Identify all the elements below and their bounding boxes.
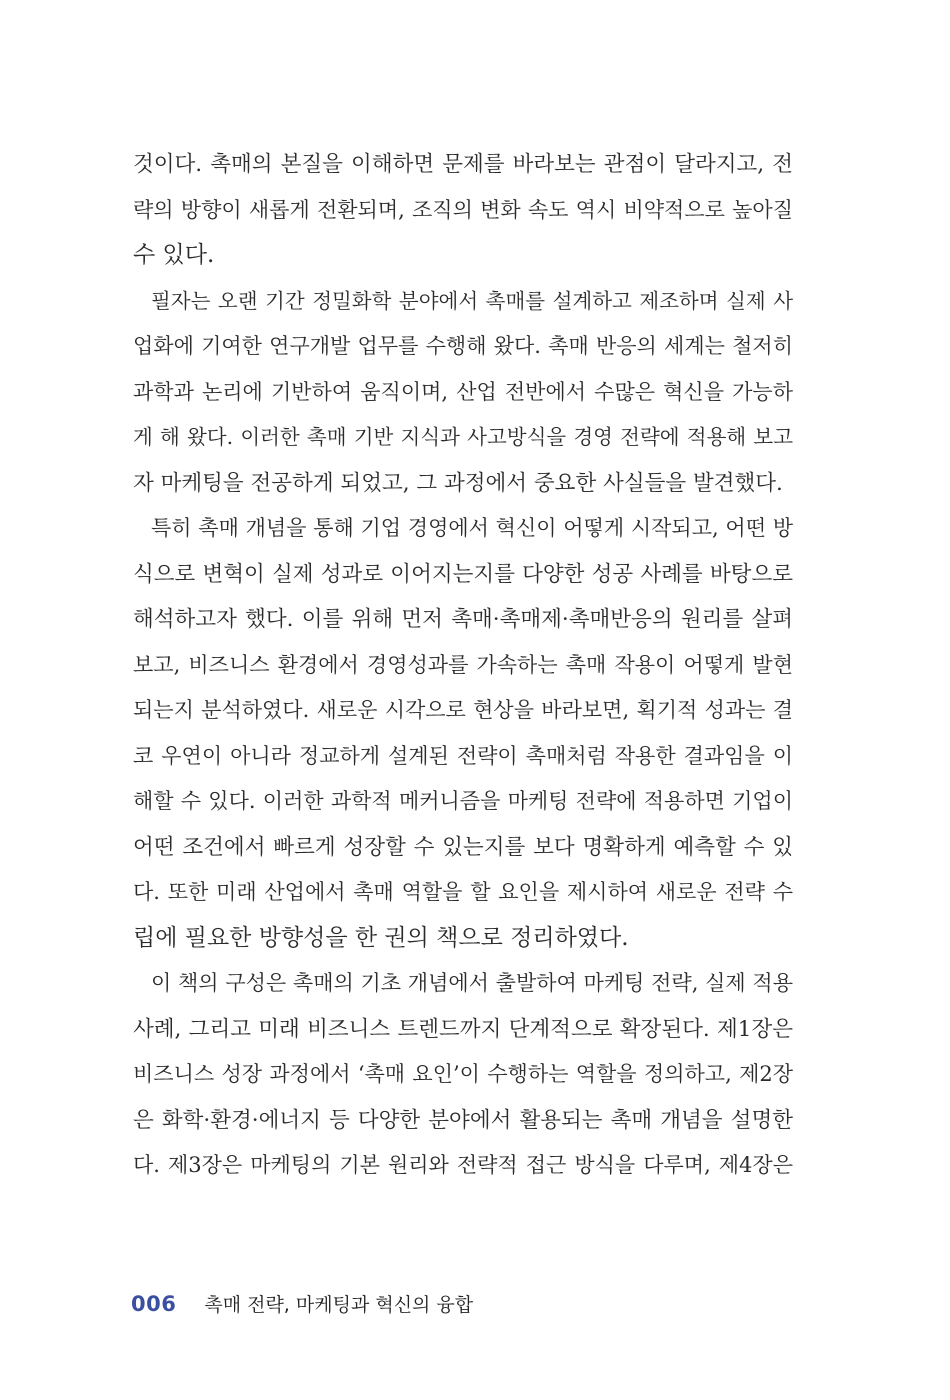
page-number: 006	[131, 1292, 177, 1316]
text-line: 업화에 기여한 연구개발 업무를 수행해 왔다. 촉매 반응의 세계는 철저히	[133, 334, 793, 358]
text-line: 과학과 논리에 기반하여 움직이며, 산업 전반에서 수많은 혁신을 가능하	[133, 379, 793, 404]
text-line: 코 우연이 아니라 정교하게 설계된 전략이 촉매처럼 작용한 결과임을 이	[133, 743, 793, 768]
text-line: 게 해 왔다. 이러한 촉매 기반 지식과 사고방식을 경영 전략에 적용해 보고	[133, 425, 793, 449]
page-footer	[131, 1290, 473, 1320]
text-line: 사례, 그리고 미래 비즈니스 트렌드까지 단계적으로 확장된다. 제1장은	[133, 1016, 793, 1042]
text-line: 필자는 오랜 기간 정밀화학 분야에서 촉매를 설계하고 제조하며 실제 사	[151, 288, 793, 313]
text-line: 다. 제3장은 마케팅의 기본 원리와 전략적 접근 방식을 다루며, 제4장은	[133, 1153, 793, 1177]
text-line: 해할 수 있다. 이러한 과학적 메커니즘을 마케팅 전략에 적용하면 기업이	[133, 789, 793, 813]
text-line: 자 마케팅을 전공하게 되었고, 그 과정에서 중요한 사실들을 발견했다.	[133, 470, 783, 496]
text-line: 수 있다.	[133, 242, 215, 268]
text-line: 략의 방향이 새롭게 전환되며, 조직의 변화 속도 역시 비약적으로 높아질	[133, 197, 793, 222]
text-line: 어떤 조건에서 빠르게 성장할 수 있는지를 보다 명확하게 예측할 수 있	[133, 834, 793, 860]
text-line: 해석하고자 했다. 이를 위해 먼저 촉매·촉매제·촉매반응의 원리를 살펴	[133, 607, 793, 632]
text-line: 립에 필요한 방향성을 한 권의 책으로 정리하였다.	[133, 924, 629, 951]
text-line: 것이다. 촉매의 본질을 이해하면 문제를 바라보는 관점이 달라지고, 전	[133, 152, 793, 177]
text-line: 비즈니스 성장 과정에서 ‘촉매 요인’이 수행하는 역할을 정의하고, 제2장	[133, 1062, 793, 1086]
running-title: 촉매 전략, 마케팅과 혁신의 융합	[204, 1294, 474, 1316]
text-line: 되는지 분석하였다. 새로운 시각으로 현상을 바라보면, 획기적 성과는 결	[133, 698, 793, 722]
body-text	[133, 142, 793, 1189]
text-line: 특히 촉매 개념을 통해 기업 경영에서 혁신이 어떻게 시작되고, 어떤 방	[151, 516, 793, 540]
text-line: 은 화학·환경·에너지 등 다양한 분야에서 활용되는 촉매 개념을 설명한	[133, 1107, 793, 1133]
text-line: 다. 또한 미래 산업에서 촉매 역할을 할 요인을 제시하여 새로운 전략 수	[133, 880, 793, 904]
text-line: 식으로 변혁이 실제 성과로 이어지는지를 다양한 성공 사례를 바탕으로	[133, 561, 793, 587]
text-line: 보고, 비즈니스 환경에서 경영성과를 가속하는 촉매 작용이 어떻게 발현	[133, 652, 793, 677]
text-line: 이 책의 구성은 촉매의 기초 개념에서 출발하여 마케팅 전략, 실제 적용	[151, 971, 793, 995]
